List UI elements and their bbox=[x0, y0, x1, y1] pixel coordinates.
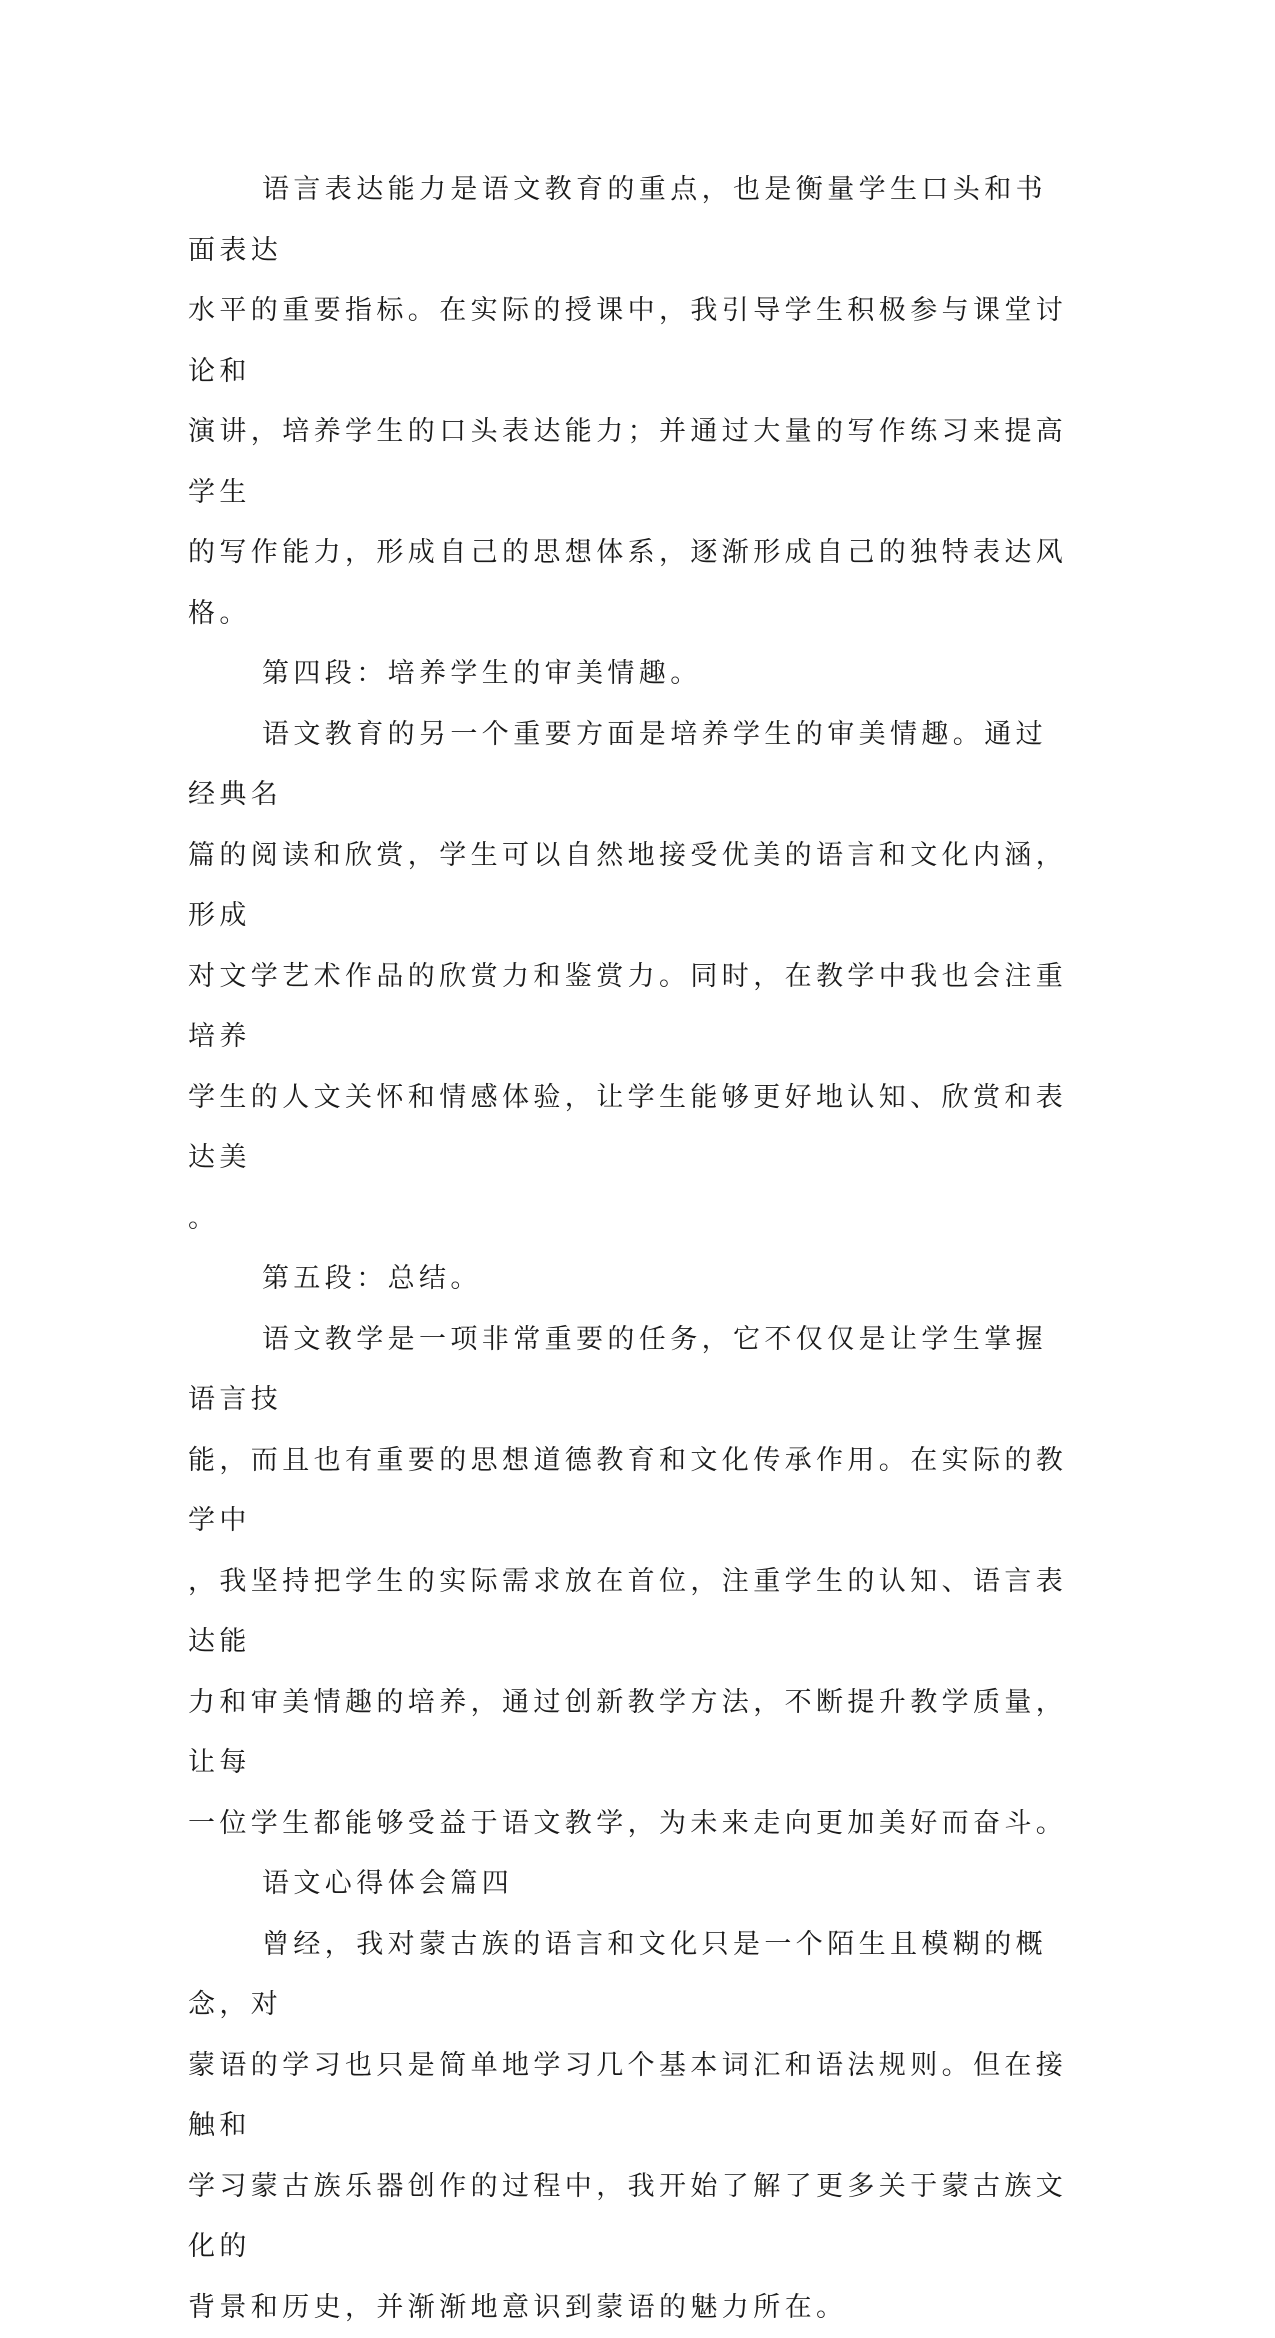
paragraph-mongolian: 曾经，我对蒙古族的语言和文化只是一个陌生且模糊的概念，对 蒙语的学习也只是简单地学习几个基本词汇和语法规则。但在接触和 学习蒙古族乐器创作的过程中，我开始了解了更多关于蒙古族文化的 背景和历史，并渐渐地意识到蒙语的魅力所在。 bbox=[188, 1915, 1068, 2338]
paragraph-language-expression: 语言表达能力是语文教育的重点，也是衡量学生口头和书面表达 水平的重要指标。在实际的授课中，我引导学生积极参与课堂讨论和 演讲，培养学生的口头表达能力；并通过大量的写作练习来提高学生 的写作能力，形成自己的思想体系，逐渐形成自己的独特表达风格。 bbox=[188, 160, 1068, 644]
section-heading-4: 第四段：培养学生的审美情趣。 bbox=[188, 644, 1068, 705]
paragraph-summary: 语文教学是一项非常重要的任务，它不仅仅是让学生掌握语言技 能，而且也有重要的思想道德教育和文化传承作用。在实际的教学中 ，我坚持把学生的实际需求放在首位，注重学生的认知、语言表达能 力和审美情趣的培养，通过创新教学方法，不断提升教学质量，让每 一位学生都能够受益于语文教学，为未来走向更加美好而奋斗。 bbox=[188, 1310, 1068, 1855]
section-heading-5: 第五段：总结。 bbox=[188, 1249, 1068, 1310]
article-title-4: 语文心得体会篇四 bbox=[188, 1854, 1068, 1915]
paragraph-aesthetic: 语文教育的另一个重要方面是培养学生的审美情趣。通过经典名 篇的阅读和欣赏，学生可以自然地接受优美的语言和文化内涵，形成 对文学艺术作品的欣赏力和鉴赏力。同时，在教学中我也会注重培养 学生的人文关怀和情感体验，让学生能够更好地认知、欣赏和表达美 。 bbox=[188, 705, 1068, 1250]
document-body bbox=[188, 160, 1068, 2338]
